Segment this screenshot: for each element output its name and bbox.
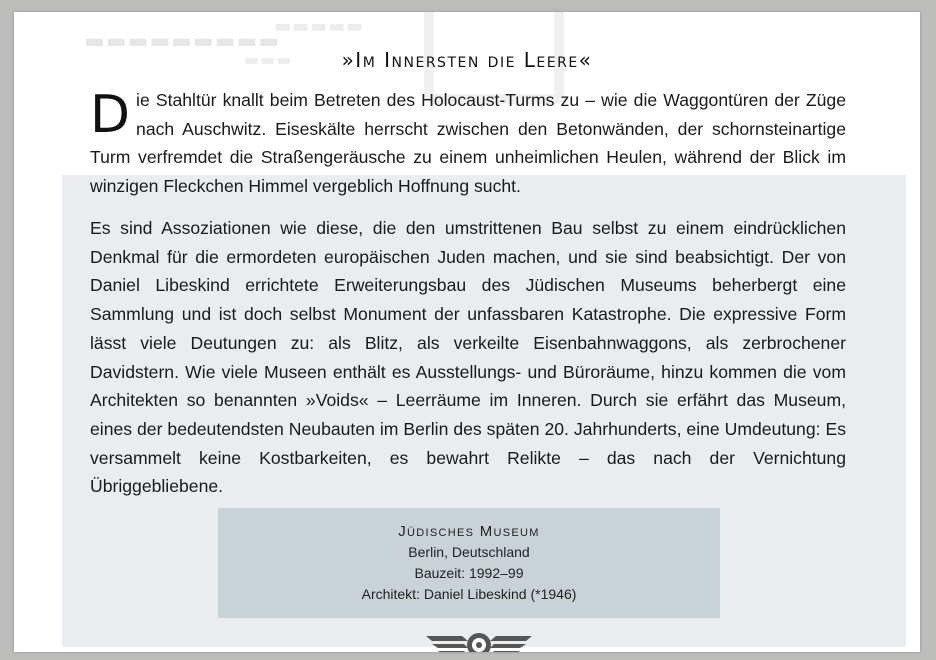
caption-title: Jüdisches Museum bbox=[398, 523, 540, 540]
postcard bbox=[14, 12, 920, 652]
reverse-print-ghost: ▬▬▬▬▬ bbox=[274, 16, 365, 37]
winged-emblem-icon bbox=[424, 630, 534, 652]
caption-architect: Architekt: Daniel Libeskind (*1946) bbox=[361, 586, 577, 602]
reverse-print-ghost: ▬▬▬ bbox=[244, 50, 293, 69]
page-title: »Im Innersten die Leere« bbox=[341, 48, 593, 72]
paragraph-main: Es sind Assoziationen wie diese, die den umstrittenen Bau selbst zu einem eindrücklichen Denkmal für die ermordeten europäischen Juden machen, und sie sind beabsichtigt. Der von Daniel Libeskind errichtete Erweiterungsbau des Jüdischen Museums beherbergt eine Sammlung und ist doch selbst Monument der unfassbaren Katastrophe. Die expressive Form lässt viele Deutungen zu: als Blitz, als verkeilte Eisenbahnwaggons, als zerbrochener Davidstern. Wie viele Museen enthält es Ausstellungs- und Büroräume, hinzu kommen die vom Architekten so benannten »Voids« – Leerräume im Inneren. Durch sie erfährt das Museum, eines der bedeutendsten Neubauten im Berlin des späten 20. Jahrhunderts, eine Umdeutung: Es versammelt keine Kostbarkeiten, es bewahrt Relikte – das nach der Vernichtung Übriggebliebene. bbox=[90, 218, 846, 497]
paragraph-intro bbox=[90, 86, 846, 201]
reverse-print-ghost: ▬▬▬▬▬▬▬▬▬ bbox=[84, 29, 281, 53]
caption-construction-period: Bauzeit: 1992–99 bbox=[414, 565, 524, 581]
caption-box bbox=[218, 508, 720, 618]
paragraph-intro-text: ie Stahltür knallt beim Betreten des Holocaust-Turms zu – wie die Waggontüren der Züge nach Auschwitz. Eiseskälte herrscht zwischen den Betonwänden, der schornsteinartige Turm verfremdet die Straßengeräusche zu einem unheimlichen Heulen, während der Blick im winzigen Fleckchen Himmel vergeblich Hoffnung sucht. bbox=[90, 90, 846, 197]
drop-cap: D bbox=[90, 85, 131, 145]
caption-location: Berlin, Deutschland bbox=[408, 544, 530, 560]
